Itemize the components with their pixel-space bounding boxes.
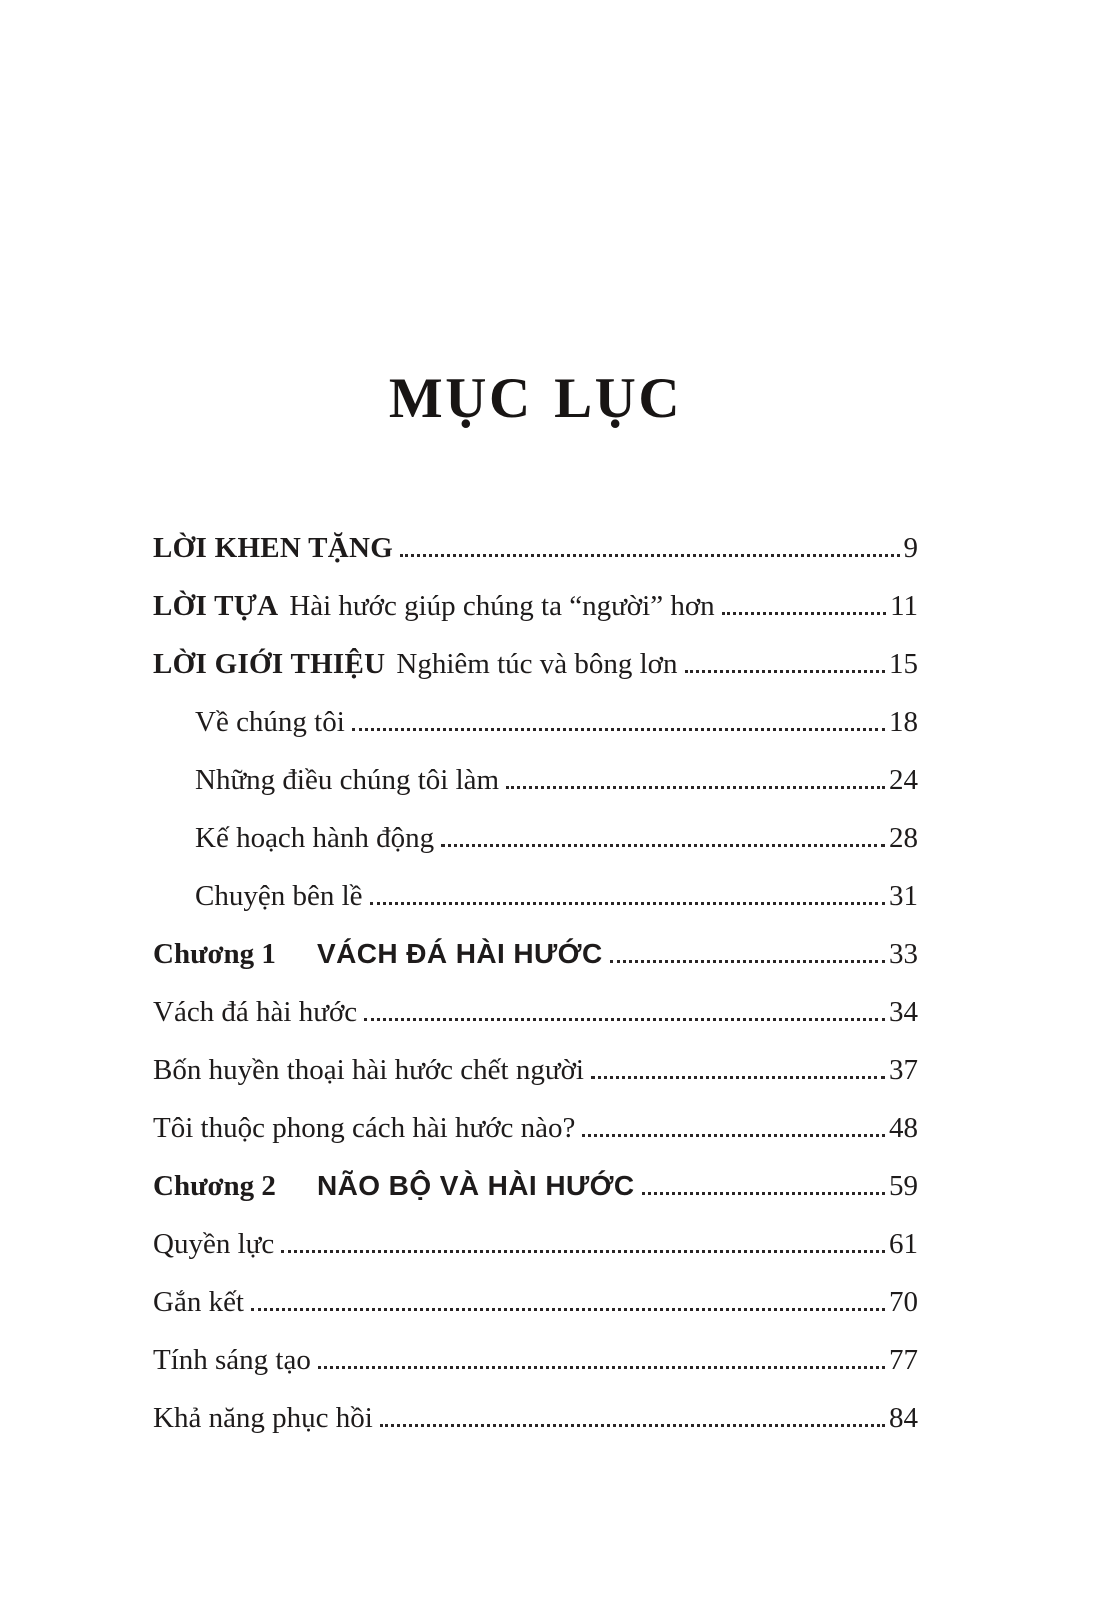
entry-label: Bốn huyền thoại hài hước chết người	[153, 1054, 584, 1086]
page-number: 18	[889, 706, 918, 738]
toc-entry	[153, 533, 918, 563]
toc-entry	[153, 591, 918, 621]
toc-entry	[153, 997, 918, 1027]
dot-leader	[251, 1308, 885, 1311]
page-number: 37	[889, 1054, 918, 1086]
dot-leader	[352, 728, 885, 731]
toc-entry	[153, 1345, 918, 1375]
toc-list	[153, 533, 918, 1433]
toc-entry	[153, 939, 918, 969]
dot-leader	[281, 1250, 885, 1253]
entry-label: Kế hoạch hành động	[195, 822, 435, 854]
page-number: 61	[889, 1228, 918, 1260]
toc-entry	[153, 881, 918, 911]
dot-leader	[380, 1424, 885, 1427]
entry-label: Những điều chúng tôi làm	[195, 764, 500, 796]
chapter-title: NÃO BỘ VÀ HÀI HƯỚC	[317, 1170, 635, 1201]
dot-leader	[318, 1366, 885, 1369]
toc-entry	[153, 1055, 918, 1085]
chapter-number: Chương 2	[153, 1170, 276, 1202]
entry-label: Về chúng tôi	[195, 706, 345, 738]
dot-leader	[722, 612, 886, 615]
chapter-number: Chương 1	[153, 938, 276, 970]
entry-label: Gắn kết	[153, 1286, 244, 1318]
dot-leader	[610, 960, 885, 963]
page-number: 48	[889, 1112, 918, 1144]
page-number: 34	[889, 996, 918, 1028]
dot-leader	[685, 670, 885, 673]
toc-entry	[153, 707, 918, 737]
page-number: 31	[889, 880, 918, 912]
page-number: 33	[889, 938, 918, 970]
dot-leader	[642, 1192, 885, 1195]
entry-label: Quyền lực	[153, 1228, 275, 1260]
toc-entry	[153, 1229, 918, 1259]
page-number: 28	[889, 822, 918, 854]
entry-label: Chuyện bên lề	[195, 880, 363, 912]
entry-label: Vách đá hài hước	[153, 996, 358, 1028]
toc-entry	[153, 823, 918, 853]
entry-heading-label: LỜI TỰA	[153, 590, 279, 622]
toc-entry	[153, 649, 918, 679]
page-title: MỤC LỤC	[388, 367, 683, 430]
entry-label: Tôi thuộc phong cách hài hước nào?	[153, 1112, 576, 1144]
page-number: 15	[889, 648, 918, 680]
page-number: 84	[889, 1402, 918, 1434]
toc-content-column	[153, 0, 918, 1461]
page-number: 59	[889, 1170, 918, 1202]
dot-leader	[582, 1134, 885, 1137]
entry-label: Nghiêm túc và bông lơn	[396, 648, 678, 680]
dot-leader	[364, 1018, 885, 1021]
toc-entry	[153, 1287, 918, 1317]
dot-leader	[591, 1076, 885, 1079]
entry-heading-label: LỜI KHEN TẶNG	[153, 532, 394, 564]
entry-label: Khả năng phục hồi	[153, 1402, 373, 1434]
toc-entry	[153, 1403, 918, 1433]
toc-entry	[153, 1113, 918, 1143]
dot-leader	[370, 902, 885, 905]
chapter-title: VÁCH ĐÁ HÀI HƯỚC	[317, 938, 603, 969]
dot-leader	[400, 554, 899, 557]
page-number: 24	[889, 764, 918, 796]
dot-leader	[441, 844, 885, 847]
toc-entry	[153, 765, 918, 795]
page-number: 77	[889, 1344, 918, 1376]
entry-label: Hài hước giúp chúng ta “người” hơn	[289, 590, 715, 622]
toc-entry	[153, 1171, 918, 1201]
page-number: 11	[890, 590, 918, 622]
page-number: 70	[889, 1286, 918, 1318]
page-number: 9	[903, 532, 918, 564]
entry-heading-label: LỜI GIỚI THIỆU	[153, 648, 386, 680]
entry-label: Tính sáng tạo	[153, 1344, 311, 1376]
dot-leader	[506, 786, 885, 789]
